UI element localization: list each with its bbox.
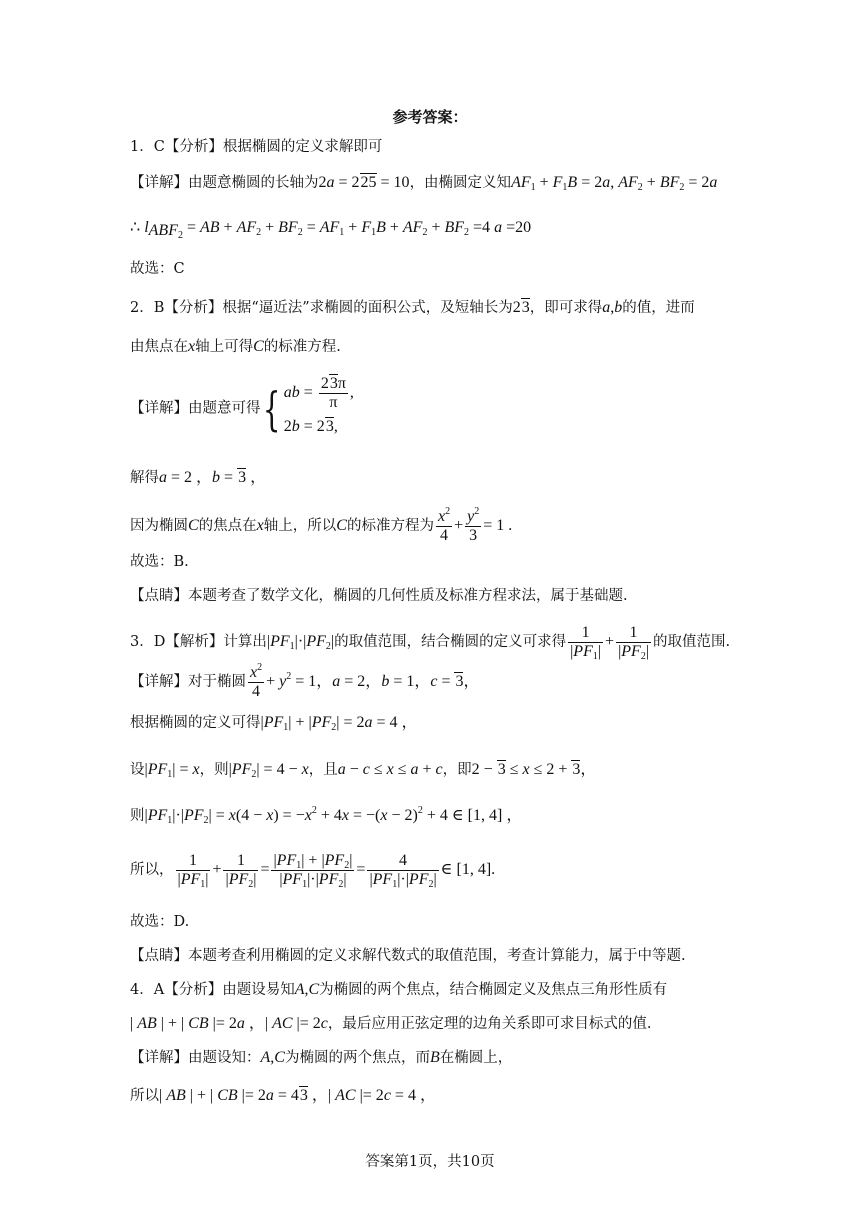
q3-remark-line [130,946,686,966]
q1-choice: C [173,261,185,277]
q3-remark: 本题考查利用椭圆的定义求解代数式的取值范围，考查计算能力，属于中等题. [188,948,686,964]
analysis-tag: 【分析】 [164,300,223,316]
math-expr: a = 2 ，b = 3 ， [159,469,267,486]
q4-analysis-a: 由题设易知 [222,982,295,998]
page-title: 参考答案： [392,108,468,126]
math-expr: ∴ $l_{ABF_2}$ = AB + $AF_2 + BF_2 = AF_1 + F_1B + AF_2 + BF_2 =4$ a =20 [130,219,532,241]
q1-detail-text-b: ，由椭圆定义知 [409,175,512,191]
math-b: B [429,1049,440,1066]
math-expr: $\frac{1}{|PF_1|}$ + $\frac{1}{|PF_2|}$ = $\frac{|PF_1| + |PF_2|}{|PF_1|\cdot|PF_2|}$ = $\frac{4}{|PF_1|\cdot|PF_2|}$ ∈ [1, 4]. [177,851,496,890]
math-expr: $|PF_1|\cdot|PF_2| = x(4 - x) = -x^2 + 4x = -(x - 2)^2 + 4$ ∈ [1, 4] ， [144,805,523,826]
q3-def-text: 根据椭圆的定义可得 [130,715,261,731]
q3-set-line [130,760,596,780]
choice-tag: 故选： [130,554,174,570]
q3-head: 3．D [130,634,166,650]
q3-def-line [130,713,418,733]
q2-solve-text: 解得 [130,470,159,486]
math-expr: $\frac{x^2}{4}$ + $y^2 = 1$，a = 2，b = 1，c = 3， [250,662,480,700]
q1-formula-line [130,218,532,241]
system-brace: { [262,381,280,436]
q1-detail-text-a: 由题意椭圆的长轴为 [188,175,319,191]
math-expr: $|PF_1| = x$ [144,761,200,780]
q1-head: 1．C [130,139,165,155]
q1-analysis-text: 根据椭圆的定义求解即可 [222,139,383,155]
page-footer: 答案第1页，共10页 [365,1154,495,1170]
q4-analysis-line [130,980,667,1000]
q1-choice-line [130,259,185,279]
q2-analysis-b: ，即可求得 [529,300,603,316]
q3-choice: D. [173,914,190,930]
math-expr: | AB | + | CB |= 2a = 43 ，| AC |= 2c = 4 ， [159,1087,436,1104]
math-c: C [188,517,199,535]
q2-analysis-line2 [130,337,341,357]
q3-set-d: ，即 [442,762,472,778]
q2-head: 2．B [130,300,165,316]
q2-detail-text: 由题意可得 [188,400,261,417]
q3-detail-line [130,664,480,701]
q2-analysis-f: 的标准方程. [263,339,341,355]
q3-analysis-line [130,620,730,664]
q4-detail-c: 在椭圆上， [439,1050,513,1066]
q2-analysis-e: 轴上可得 [195,339,254,355]
math-expr: $\frac{x^2}{4}$ + $\frac{y^2}{3}$ = 1 . [437,506,513,544]
q4-detail-b: 为椭圆的两个焦点，而 [284,1050,430,1066]
q3-so-text: 所以， [130,862,174,878]
q2-because-line [130,508,512,545]
remark-tag: 【点睛】 [130,588,188,604]
q2-because-a: 因为椭圆 [130,518,188,535]
math-expr: 23 [512,299,530,316]
choice-tag: 故选： [130,261,174,277]
q3-analysis-b: 的取值范围，结合椭圆的定义可求得 [334,634,567,650]
q2-analysis-c: 的值，进而 [622,300,695,316]
q3-set-b: ，则 [199,762,229,778]
detail-tag: 【详解】 [130,674,188,691]
math-expr: $\frac{1}{|PF_1|}$ + $\frac{1}{|PF_2|}$ [570,623,650,662]
q3-analysis-c: 的取值范围. [653,634,731,650]
q2-analysis-d: 由焦点在 [130,339,188,355]
math-expr: $|PF_2| = 4 - x$ [228,761,309,780]
q3-choice-line [130,912,189,932]
math-c: C [253,338,264,355]
q2-choice: B. [173,554,189,570]
q4-analysis-c: ，最后应用正弦定理的边角关系即可求目标式的值. [327,1016,652,1032]
math-c: C [336,517,347,535]
q3-set-a: 设 [130,762,145,778]
math-expr: a − c ≤ x ≤ a + c [337,761,443,778]
detail-tag: 【详解】 [130,1050,188,1066]
q2-analysis-line [130,298,695,318]
analysis-tag: 【分析】 [164,139,223,155]
math-expr: 2a = 225 = 10 [318,174,410,191]
q4-so-text: 所以 [130,1088,159,1104]
detail-tag: 【详解】 [130,175,188,191]
q3-then-line [130,806,522,826]
q3-analysis-a: 计算出 [223,634,267,650]
equation-system: ab = $\frac{23\pi}{\pi}$ , 2b = 23, [283,375,354,435]
q2-remark: 本题考查了数学文化，椭圆的几何性质及标准方程求法，属于基础题. [188,588,628,604]
math-expr: A,C [294,981,320,998]
q4-head: 4．A [130,982,165,998]
detail-tag: 【详解】 [130,400,188,417]
q2-because-b: 的焦点在 [198,518,257,535]
remark-tag: 【点睛】 [130,948,188,964]
math-expr: a,b [602,299,623,316]
q4-detail-line [130,1048,512,1068]
q4-so-line [130,1086,436,1106]
q4-detail-a: 由题设知： [188,1050,261,1066]
math-expr: $|PF_1| + |PF_2| = 2a = 4$ ， [260,714,418,733]
q3-so-line [130,848,495,892]
q2-remark-line [130,586,628,606]
math-expr: A,C [260,1049,285,1066]
analysis-tag: 【解析】 [165,634,224,650]
q3-set-c: ，且 [308,762,338,778]
math-expr: $|PF_1|\cdot|PF_2|$ [266,633,335,652]
math-expr: 2 − 3 ≤ x ≤ 2 + 3， [471,761,597,778]
q2-analysis-a: 根据“逼近法”求椭圆的面积公式，及短轴长为 [222,300,513,316]
q3-detail-text: 对于椭圆 [188,674,246,691]
math-expr: $AF_1 + F_1B = 2a$, $AF_2 + BF_2 = 2a$ [511,174,718,193]
q2-because-c: 轴上，所以 [263,518,337,535]
math-expr: | AB | + | CB |= 2a ，| AC |= 2c [130,1015,328,1032]
math-x: x [256,517,264,535]
analysis-tag: 【分析】 [164,982,223,998]
q4-analysis-b: 为椭圆的两个焦点，结合椭圆定义及焦点三角形性质有 [319,982,668,998]
q2-solve-line [130,468,266,488]
q2-choice-line [130,552,189,572]
q1-detail-line [130,173,717,193]
math-x: x [188,338,196,355]
q2-detail-line [130,375,354,437]
choice-tag: 故选： [130,914,174,930]
q3-then-text: 则 [130,808,145,824]
q1-analysis-line [130,137,382,157]
q4-analysis-line2 [130,1014,652,1034]
q2-because-d: 的标准方程为 [346,518,434,535]
